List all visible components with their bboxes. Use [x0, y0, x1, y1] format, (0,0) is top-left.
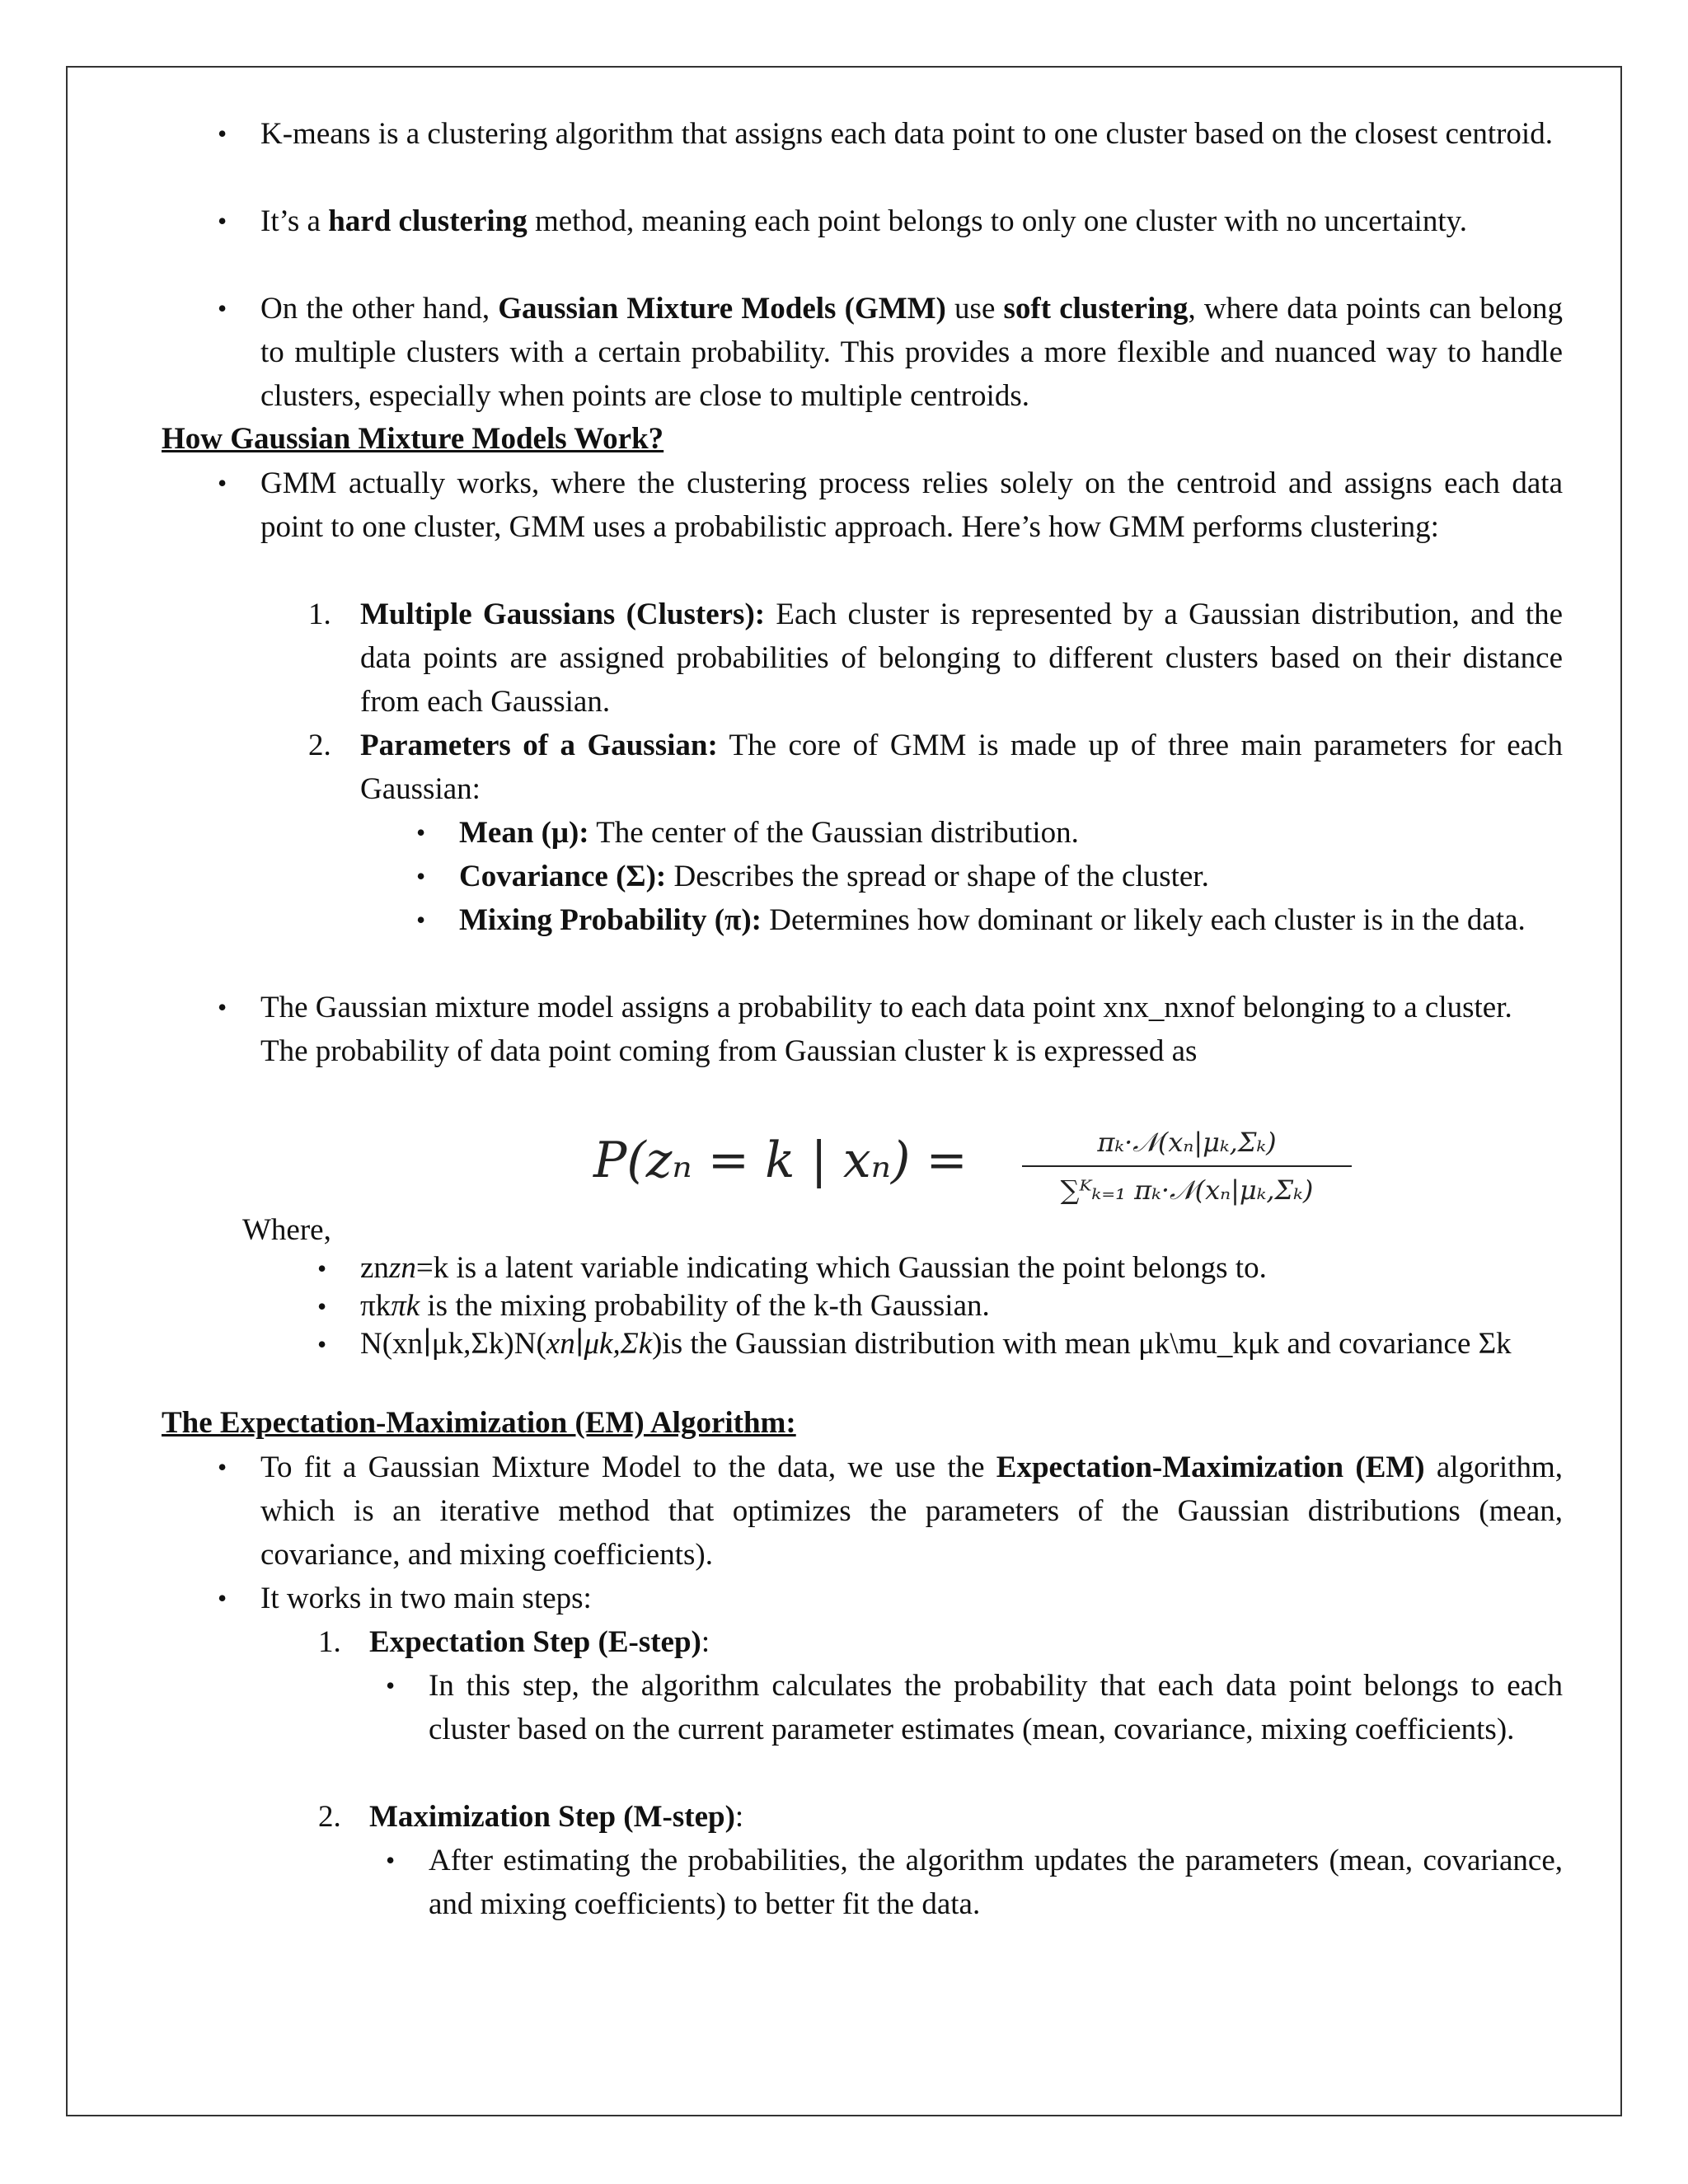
gmm-approach-text: GMM actually works, where the clustering process relies solely on the centroid and assigns each data point to one cluster, GMM uses a probabilistic approach. Here’s how GMM performs clustering:: [260, 466, 1563, 544]
covariance-text: Describes the spread or shape of the cluster.: [666, 860, 1209, 893]
gmm-term: Gaussian Mixture Models (GMM): [498, 292, 946, 326]
step-number-1: 1.: [318, 1625, 341, 1659]
zn-text: zn: [360, 1251, 389, 1285]
covariance-bullet: [459, 855, 1563, 898]
em-fit-pre: To fit a Gaussian Mixture Model to the data, we use the: [260, 1451, 996, 1484]
gmm-posterior-formula: [593, 1121, 1368, 1220]
mean-term: Mean (μ):: [459, 816, 589, 850]
em-term: Expectation-Maximization (EM): [996, 1451, 1425, 1484]
mixing-probability-text: Determines how dominant or likely each cluster is in the data.: [761, 903, 1526, 937]
multiple-gaussians-item: [360, 593, 1563, 724]
m-step-term: Maximization Step (M-step): [369, 1800, 735, 1834]
list-number-1: 1.: [308, 598, 331, 631]
hard-clustering-post: method, meaning each point belongs to only one cluster with no uncertainty.: [527, 204, 1467, 238]
assign-probability-bullet: [260, 986, 1563, 1073]
gmm-approach-bullet: [260, 462, 1563, 549]
gmm-soft-mid: use: [945, 292, 1004, 326]
m-step-detail-bullet: [429, 1839, 1563, 1926]
hard-clustering-pre: It’s a: [260, 204, 329, 238]
parameters-term: Parameters of a Gaussian:: [360, 729, 718, 762]
heading-how-gmm-works: How Gaussian Mixture Models Work?: [162, 422, 664, 456]
m-step-detail-text: After estimating the probabilities, the algorithm updates the parameters (mean, covariance, and mixing coefficients) to better fit the data.: [429, 1844, 1563, 1921]
formula-fraction: [1022, 1121, 1352, 1212]
gmm-soft-bullet: [260, 287, 1563, 418]
two-steps-text: It works in two main steps:: [260, 1582, 592, 1615]
zn-italic: zn: [388, 1251, 416, 1285]
normal-italic: xn∣μk,Σk: [546, 1327, 653, 1361]
em-fit-bullet: [260, 1446, 1563, 1577]
list-number-2: 2.: [308, 729, 331, 762]
fraction-bar: [1022, 1165, 1352, 1167]
gmm-soft-pre: On the other hand,: [260, 292, 499, 326]
mixing-probability-bullet: [459, 898, 1563, 942]
pik-italic: πk: [391, 1289, 420, 1323]
multiple-gaussians-term: Multiple Gaussians (Clusters):: [360, 598, 766, 631]
pi-k-text: is the mixing probability of the k-th Gaussian.: [420, 1289, 990, 1323]
gmm-soft-post: , where data points can belong to multiple clusters with a certain probability. This provides a more flexible and nuanced way to handle clusters, especially when points are close to multiple centroids.: [260, 292, 1563, 413]
two-steps-bullet: [260, 1577, 1563, 1620]
parameters-item: [360, 724, 1563, 811]
latent-variable-text: =k is a latent variable indicating which Gaussian the point belongs to.: [415, 1251, 1267, 1285]
gaussian-distribution-text: )is the Gaussian distribution with mean μk\mu_kμk and covariance Σk: [652, 1327, 1512, 1361]
m-step-item: [369, 1795, 1563, 1839]
e-step-term: Expectation Step (E-step): [369, 1625, 701, 1659]
heading-em-algorithm: The Expectation-Maximization (EM) Algorithm:: [162, 1406, 796, 1440]
hard-clustering-bullet: [260, 199, 1563, 243]
mean-text: The center of the Gaussian distribution.: [588, 816, 1079, 850]
mixing-probability-term: Mixing Probability (π):: [459, 903, 762, 937]
formula-lhs: P(zₙ = k | xₙ) =: [593, 1132, 968, 1189]
e-step-detail-bullet: [429, 1664, 1563, 1751]
where-label: Where,: [242, 1213, 331, 1247]
formula-denominator: ∑ᴷₖ₌₁ πₖ·𝒩(xₙ|μₖ,Σₖ): [1060, 1174, 1314, 1206]
assign-probability-text: The Gaussian mixture model assigns a probability to each data point xnx_nxnof belonging to a cluster. The probability of data point coming from Gaussian cluster k is expressed as: [260, 991, 1512, 1068]
formula-numerator: πₖ·𝒩(xₙ|μₖ,Σₖ): [1097, 1127, 1277, 1158]
e-step-item: [369, 1620, 1563, 1664]
hard-clustering-term: hard clustering: [328, 204, 528, 238]
gaussian-distribution-bullet: [360, 1325, 1563, 1363]
pik-text: πk: [360, 1289, 392, 1323]
multiple-gaussians-text: Each cluster is represented by a Gaussian distribution, and the data points are assigned probabilities of belonging to different clusters based on their distance from each Gaussian.: [360, 598, 1563, 719]
soft-clustering-term: soft clustering: [1003, 292, 1189, 326]
e-step-colon: :: [701, 1625, 710, 1659]
em-fit-post: algorithm, which is an iterative method that optimizes the parameters of the Gaussian distributions (mean, covariance, and mixing coefficients).: [260, 1451, 1563, 1572]
pi-k-bullet: [360, 1287, 1563, 1325]
step-number-2: 2.: [318, 1800, 341, 1834]
kmeans-bullet: [260, 112, 1563, 156]
kmeans-text: K-means is a clustering algorithm that assigns each data point to one cluster based on the closest centroid.: [260, 117, 1553, 151]
parameters-text: The core of GMM is made up of three main parameters for each Gaussian:: [360, 729, 1563, 806]
latent-variable-bullet: [360, 1249, 1563, 1287]
e-step-detail-text: In this step, the algorithm calculates the probability that each data point belongs to each cluster based on the current parameter estimates (mean, covariance, mixing coefficients).: [429, 1669, 1563, 1746]
normal-text: N(xn∣μk,Σk)N(: [360, 1327, 546, 1361]
mean-bullet: [459, 811, 1563, 855]
m-step-colon: :: [734, 1800, 744, 1834]
covariance-term: Covariance (Σ):: [459, 860, 667, 893]
